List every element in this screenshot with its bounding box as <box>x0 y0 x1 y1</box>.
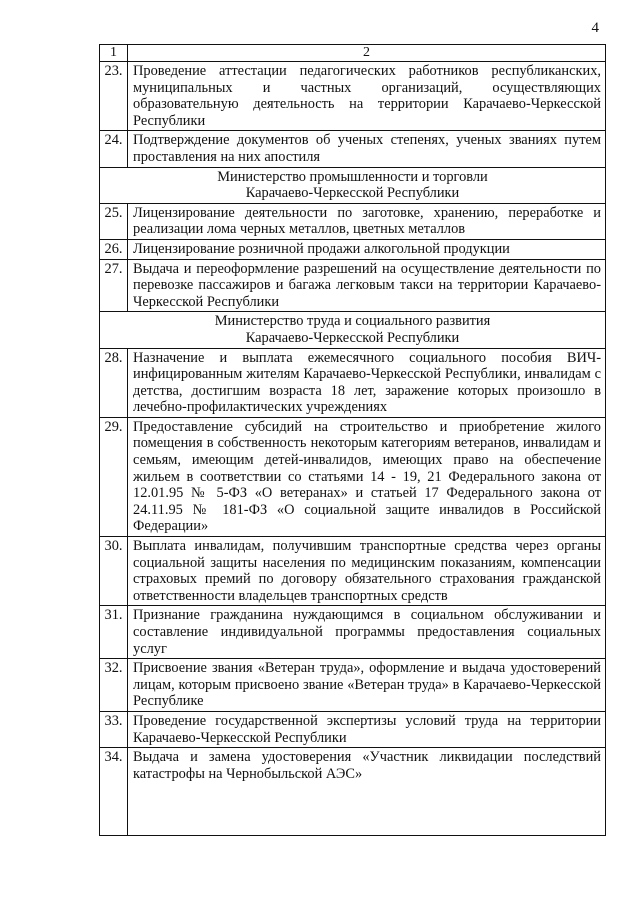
row-number: 28. <box>100 348 128 417</box>
table-header-row <box>100 45 606 62</box>
service-description: Подтверждение документов об ученых степенях, ученых званиях путем проставления на них апостиля <box>128 131 606 167</box>
table-row <box>100 537 606 606</box>
table-row <box>100 203 606 239</box>
section-heading-row <box>100 312 606 348</box>
row-number: 29. <box>100 417 128 536</box>
ministry-heading <box>100 167 606 203</box>
table-row <box>100 659 606 712</box>
row-number: 34. <box>100 748 128 836</box>
section-heading-row <box>100 167 606 203</box>
ministry-heading-line: Министерство труда и социального развития <box>214 313 491 330</box>
service-description: Выдача и замена удостоверения «Участник ликвидации последствий катастрофы на Чернобыльской АЭС» <box>128 748 606 836</box>
service-description: Лицензирование розничной продажи алкогольной продукции <box>128 239 606 259</box>
row-number: 25. <box>100 203 128 239</box>
service-description: Назначение и выплата ежемесячного социального пособия ВИЧ-инфицированным жителям Карачаево-Черкесской Республики, инвалидам с детства, достигшим возраста 18 лет, заражение которых произошло в лечебно-профилактических учреждениях <box>128 348 606 417</box>
table-row <box>100 606 606 659</box>
table-row <box>100 239 606 259</box>
service-description: Лицензирование деятельности по заготовке, хранению, переработке и реализации лома черных металлов, цветных металлов <box>128 203 606 239</box>
row-number: 30. <box>100 537 128 606</box>
row-number: 31. <box>100 606 128 659</box>
services-table <box>99 44 606 836</box>
ministry-heading-line: Карачаево-Черкесской Республики <box>245 185 460 202</box>
service-description: Выплата инвалидам, получившим транспортные средства через органы социальной защиты населения по медицинским показаниям, компенсации страховых премий по договору обязательного страхования гражданской ответственности владельцев транспортных средств <box>128 537 606 606</box>
row-number: 23. <box>100 62 128 131</box>
table-row <box>100 748 606 836</box>
service-description: Проведение государственной экспертизы условий труда на территории Карачаево-Черкесской Республики <box>128 711 606 747</box>
service-description: Признание гражданина нуждающимся в социальном обслуживании и составление индивидуальной программы предоставления социальных услуг <box>128 606 606 659</box>
table-row <box>100 131 606 167</box>
ministry-heading-line: Карачаево-Черкесской Республики <box>245 329 460 346</box>
row-number: 27. <box>100 259 128 312</box>
table-row <box>100 62 606 131</box>
column-header-number: 1 <box>100 45 128 62</box>
row-number: 24. <box>100 131 128 167</box>
service-description: Присвоение звания «Ветеран труда», оформление и выдача удостоверений лицам, которым присвоено звание «Ветеран труда» в Карачаево-Черкесской Республике <box>128 659 606 712</box>
services-table-body <box>100 45 606 836</box>
row-number: 33. <box>100 711 128 747</box>
ministry-heading <box>100 312 606 348</box>
page-number: 4 <box>591 20 599 36</box>
service-description: Предоставление субсидий на строительство и приобретение жилого помещения в собственность некоторым категориям ветеранов, инвалидам и семьям, имеющим детей-инвалидов, имеющих право на обеспечение жильем в соответствии со статьями 14 - 19, 21 Федерального закона от 12.01.95 № 5-ФЗ «О ветеранах» и статьей 17 Федерального закона от 24.11.95 № 181-ФЗ «О социальной защите инвалидов в Российской Федерации» <box>128 417 606 536</box>
service-description: Проведение аттестации педагогических работников республиканских, муниципальных и частных организаций, осуществляющих образовательную деятельность на территории Карачаево-Черкесской Республики <box>128 62 606 131</box>
row-number: 26. <box>100 239 128 259</box>
service-description: Выдача и переоформление разрешений на осуществление деятельности по перевозке пассажиров и багажа легковым такси на территории Карачаево-Черкесской Республики <box>128 259 606 312</box>
row-number: 32. <box>100 659 128 712</box>
table-row <box>100 711 606 747</box>
table-row <box>100 259 606 312</box>
ministry-heading-line: Министерство промышленности и торговли <box>217 168 488 185</box>
table-row <box>100 417 606 536</box>
column-header-service: 2 <box>128 45 606 62</box>
table-row <box>100 348 606 417</box>
